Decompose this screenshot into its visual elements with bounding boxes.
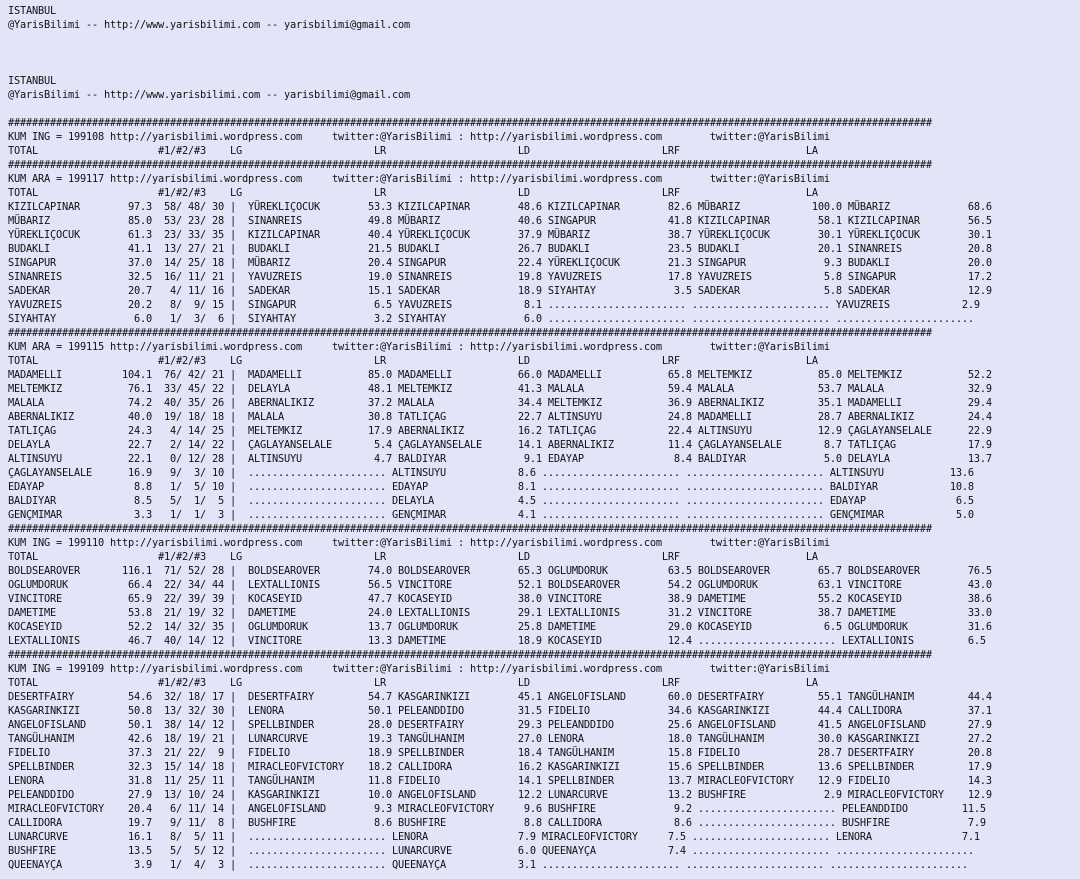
column-header-line: TOTAL #1/#2/#3 LG LR LD LRF LA — [8, 551, 818, 563]
separator-line: ########################################################################################################################################################## — [8, 649, 932, 661]
table-row: BOLDSEAROVER 116.1 71/ 52/ 28 | BOLDSEAROVER 74.0 BOLDSEAROVER 65.3 OGLUMDORUK 63.5 BOLDSEAROVER 65.7 BOLDSEAROVER 76.5 — [8, 565, 992, 577]
separator-line: ########################################################################################################################################################## — [8, 117, 932, 129]
table-row: DELAYLA 22.7 2/ 14/ 22 | ÇAGLAYANSELALE 5.4 ÇAGLAYANSELALE 14.1 ABERNALIKIZ 11.4 ÇAGLAYANSELALE 8.7 TATLIÇAG 17.9 — [8, 439, 992, 451]
race-header-line: KUM ING = 199108 http://yarisbilimi.wordpress.com twitter:@YarisBilimi : http://yarisbilimi.wordpress.com twitter:@YarisBilimi — [8, 131, 830, 143]
table-row: VINCITORE 65.9 22/ 39/ 39 | KOCASEYID 47.7 KOCASEYID 38.0 VINCITORE 38.9 DAMETIME 55.2 KOCASEYID 38.6 — [8, 593, 992, 605]
column-header-line: TOTAL #1/#2/#3 LG LR LD LRF LA — [8, 355, 818, 367]
blank-line — [8, 32, 1080, 46]
column-header-line: TOTAL #1/#2/#3 LG LR LD LRF LA — [8, 677, 818, 689]
table-row: KIZILCAPINAR 97.3 58/ 48/ 30 | YÜREKLIÇOCUK 53.3 KIZILCAPINAR 48.6 KIZILCAPINAR 82.6 MÜBARIZ 100.0 MÜBARIZ 68.6 — [8, 201, 992, 213]
table-row: OGLUMDORUK 66.4 22/ 34/ 44 | LEXTALLIONIS 56.5 VINCITORE 52.1 BOLDSEAROVER 54.2 OGLUMDORUK 63.1 VINCITORE 43.0 — [8, 579, 992, 591]
table-row: CALLIDORA 19.7 9/ 11/ 8 | BUSHFIRE 8.6 BUSHFIRE 8.8 CALLIDORA 8.6 ....................... BUSHFIRE 7.9 — [8, 817, 986, 829]
separator-line: ########################################################################################################################################################## — [8, 327, 932, 339]
table-row: LEXTALLIONIS 46.7 40/ 14/ 12 | VINCITORE 13.3 DAMETIME 18.9 KOCASEYID 12.4 ....................... LEXTALLIONIS 6.5 — [8, 635, 986, 647]
table-row: EDAYAP 8.8 1/ 5/ 10 | ....................... EDAYAP 8.1 ....................... ....................... BALDIYAR 10.8 — [8, 481, 974, 493]
table-row: KOCASEYID 52.2 14/ 32/ 35 | OGLUMDORUK 13.7 OGLUMDORUK 25.8 DAMETIME 29.0 KOCASEYID 6.5 OGLUMDORUK 31.6 — [8, 621, 992, 633]
race-header-line: KUM ARA = 199117 http://yarisbilimi.wordpress.com twitter:@YarisBilimi : http://yarisbilimi.wordpress.com twitter:@YarisBilimi — [8, 173, 830, 185]
text-line: ISTANBUL — [8, 5, 56, 17]
table-row: ALTINSUYU 22.1 0/ 12/ 28 | ALTINSUYU 4.7 BALDIYAR 9.1 EDAYAP 8.4 BALDIYAR 5.0 DELAYLA 13.7 — [8, 453, 992, 465]
table-row: SINGAPUR 37.0 14/ 25/ 18 | MÜBARIZ 20.4 SINGAPUR 22.4 YÜREKLIÇOCUK 21.3 SINGAPUR 9.3 BUDAKLI 20.0 — [8, 257, 992, 269]
separator-line: ########################################################################################################################################################## — [8, 159, 932, 171]
table-row: BUSHFIRE 13.5 5/ 5/ 12 | ....................... LUNARCURVE 6.0 QUEENAYÇA 7.4 ....................... ....................... — [8, 845, 974, 857]
race-header-line: KUM ARA = 199115 http://yarisbilimi.wordpress.com twitter:@YarisBilimi : http://yarisbilimi.wordpress.com twitter:@YarisBilimi — [8, 341, 830, 353]
table-row: MELTEMKIZ 76.1 33/ 45/ 22 | DELAYLA 48.1 MELTEMKIZ 41.3 MALALA 59.4 MALALA 53.7 MALALA 32.9 — [8, 383, 992, 395]
text-line: ISTANBUL — [8, 75, 56, 87]
table-row: KASGARINKIZI 50.8 13/ 32/ 30 | LENORA 50.1 PELEANDDIDO 31.5 FIDELIO 34.6 KASGARINKIZI 44.4 CALLIDORA 37.1 — [8, 705, 992, 717]
table-row: MADAMELLI 104.1 76/ 42/ 21 | MADAMELLI 85.0 MADAMELLI 66.0 MADAMELLI 65.8 MELTEMKIZ 85.0 MELTEMKIZ 52.2 — [8, 369, 992, 381]
table-row: LUNARCURVE 16.1 8/ 5/ 11 | ....................... LENORA 7.9 MIRACLEOFVICTORY 7.5 ....................... LENORA 7.1 — [8, 831, 980, 843]
table-row: SIYAHTAY 6.0 1/ 3/ 6 | SIYAHTAY 3.2 SIYAHTAY 6.0 ....................... ....................... ....................... — [8, 313, 974, 325]
table-row: LENORA 31.8 11/ 25/ 11 | TANGÜLHANIM 11.8 FIDELIO 14.1 SPELLBINDER 13.7 MIRACLEOFVICTORY 12.9 FIDELIO 14.3 — [8, 775, 992, 787]
table-row: YAVUZREIS 20.2 8/ 9/ 15 | SINGAPUR 6.5 YAVUZREIS 8.1 ....................... ....................... YAVUZREIS 2.9 — [8, 299, 980, 311]
race-header-line: KUM ING = 199110 http://yarisbilimi.wordpress.com twitter:@YarisBilimi : http://yarisbilimi.wordpress.com twitter:@YarisBilimi — [8, 537, 830, 549]
table-row: ABERNALIKIZ 40.0 19/ 18/ 18 | MALALA 30.8 TATLIÇAG 22.7 ALTINSUYU 24.8 MADAMELLI 28.7 ABERNALIKIZ 24.4 — [8, 411, 992, 423]
table-row: DAMETIME 53.8 21/ 19/ 32 | DAMETIME 24.0 LEXTALLIONIS 29.1 LEXTALLIONIS 31.2 VINCITORE 38.7 DAMETIME 33.0 — [8, 607, 992, 619]
table-row: FIDELIO 37.3 21/ 22/ 9 | FIDELIO 18.9 SPELLBINDER 18.4 TANGÜLHANIM 15.8 FIDELIO 28.7 DESERTFAIRY 20.8 — [8, 747, 992, 759]
blank-line — [8, 102, 1080, 116]
text-line: @YarisBilimi -- http://www.yarisbilimi.com -- yarisbilimi@gmail.com — [8, 89, 410, 101]
column-header-line: TOTAL #1/#2/#3 LG LR LD LRF LA — [8, 145, 818, 157]
table-row: MÜBARIZ 85.0 53/ 23/ 28 | SINANREIS 49.8 MÜBARIZ 40.6 SINGAPUR 41.8 KIZILCAPINAR 58.1 KIZILCAPINAR 56.5 — [8, 215, 992, 227]
table-row: TATLIÇAG 24.3 4/ 14/ 25 | MELTEMKIZ 17.9 ABERNALIKIZ 16.2 TATLIÇAG 22.4 ALTINSUYU 12.9 ÇAGLAYANSELALE 22.9 — [8, 425, 992, 437]
table-row: MIRACLEOFVICTORY 20.4 6/ 11/ 14 | ANGELOFISLAND 9.3 MIRACLEOFVICTORY 9.6 BUSHFIRE 9.2 ....................... PELEANDDIDO 11.5 — [8, 803, 986, 815]
table-row: TANGÜLHANIM 42.6 18/ 19/ 21 | LUNARCURVE 19.3 TANGÜLHANIM 27.0 LENORA 18.0 TANGÜLHANIM 30.0 KASGARINKIZI 27.2 — [8, 733, 992, 745]
column-header-line: TOTAL #1/#2/#3 LG LR LD LRF LA — [8, 187, 818, 199]
table-row: ÇAGLAYANSELALE 16.9 9/ 3/ 10 | ....................... ALTINSUYU 8.6 ....................... ....................... ALTINSUYU 13.6 — [8, 467, 974, 479]
table-row: YÜREKLIÇOCUK 61.3 23/ 33/ 35 | KIZILCAPINAR 40.4 YÜREKLIÇOCUK 37.9 MÜBARIZ 38.7 YÜREKLIÇOCUK 30.1 YÜREKLIÇOCUK 30.1 — [8, 229, 992, 241]
blank-line — [8, 46, 1080, 60]
table-row: SPELLBINDER 32.3 15/ 14/ 18 | MIRACLEOFVICTORY 18.2 CALLIDORA 16.2 KASGARINKIZI 15.6 SPELLBINDER 13.6 SPELLBINDER 17.9 — [8, 761, 992, 773]
text-line: @YarisBilimi -- http://www.yarisbilimi.com -- yarisbilimi@gmail.com — [8, 19, 410, 31]
table-row: PELEANDDIDO 27.9 13/ 10/ 24 | KASGARINKIZI 10.0 ANGELOFISLAND 12.2 LUNARCURVE 13.2 BUSHFIRE 2.9 MIRACLEOFVICTORY 12.9 — [8, 789, 992, 801]
table-row: ANGELOFISLAND 50.1 38/ 14/ 12 | SPELLBINDER 28.0 DESERTFAIRY 29.3 PELEANDDIDO 25.6 ANGELOFISLAND 41.5 ANGELOFISLAND 27.9 — [8, 719, 992, 731]
separator-line: ########################################################################################################################################################## — [8, 523, 932, 535]
table-row: QUEENAYÇA 3.9 1/ 4/ 3 | ....................... QUEENAYÇA 3.1 ....................... ....................... ....................... — [8, 859, 968, 871]
blank-line — [8, 60, 1080, 74]
table-row: SADEKAR 20.7 4/ 11/ 16 | SADEKAR 15.1 SADEKAR 18.9 SIYAHTAY 3.5 SADEKAR 5.8 SADEKAR 12.9 — [8, 285, 992, 297]
table-row: MALALA 74.2 40/ 35/ 26 | ABERNALIKIZ 37.2 MALALA 34.4 MELTEMKIZ 36.9 ABERNALIKIZ 35.1 MADAMELLI 29.4 — [8, 397, 992, 409]
table-row: BUDAKLI 41.1 13/ 27/ 21 | BUDAKLI 21.5 BUDAKLI 26.7 BUDAKLI 23.5 BUDAKLI 20.1 SINANREIS 20.8 — [8, 243, 992, 255]
race-header-line: KUM ING = 199109 http://yarisbilimi.wordpress.com twitter:@YarisBilimi : http://yarisbilimi.wordpress.com twitter:@YarisBilimi — [8, 663, 830, 675]
table-row: GENÇMIMAR 3.3 1/ 1/ 3 | ....................... GENÇMIMAR 4.1 ....................... ....................... GENÇMIMAR 5.0 — [8, 509, 974, 521]
table-row: DESERTFAIRY 54.6 32/ 18/ 17 | DESERTFAIRY 54.7 KASGARINKIZI 45.1 ANGELOFISLAND 60.0 DESERTFAIRY 55.1 TANGÜLHANIM 44.4 — [8, 691, 992, 703]
table-row: BALDIYAR 8.5 5/ 1/ 5 | ....................... DELAYLA 4.5 ....................... ....................... EDAYAP 6.5 — [8, 495, 974, 507]
table-row: SINANREIS 32.5 16/ 11/ 21 | YAVUZREIS 19.0 SINANREIS 19.8 YAVUZREIS 17.8 YAVUZREIS 5.8 SINGAPUR 17.2 — [8, 271, 992, 283]
